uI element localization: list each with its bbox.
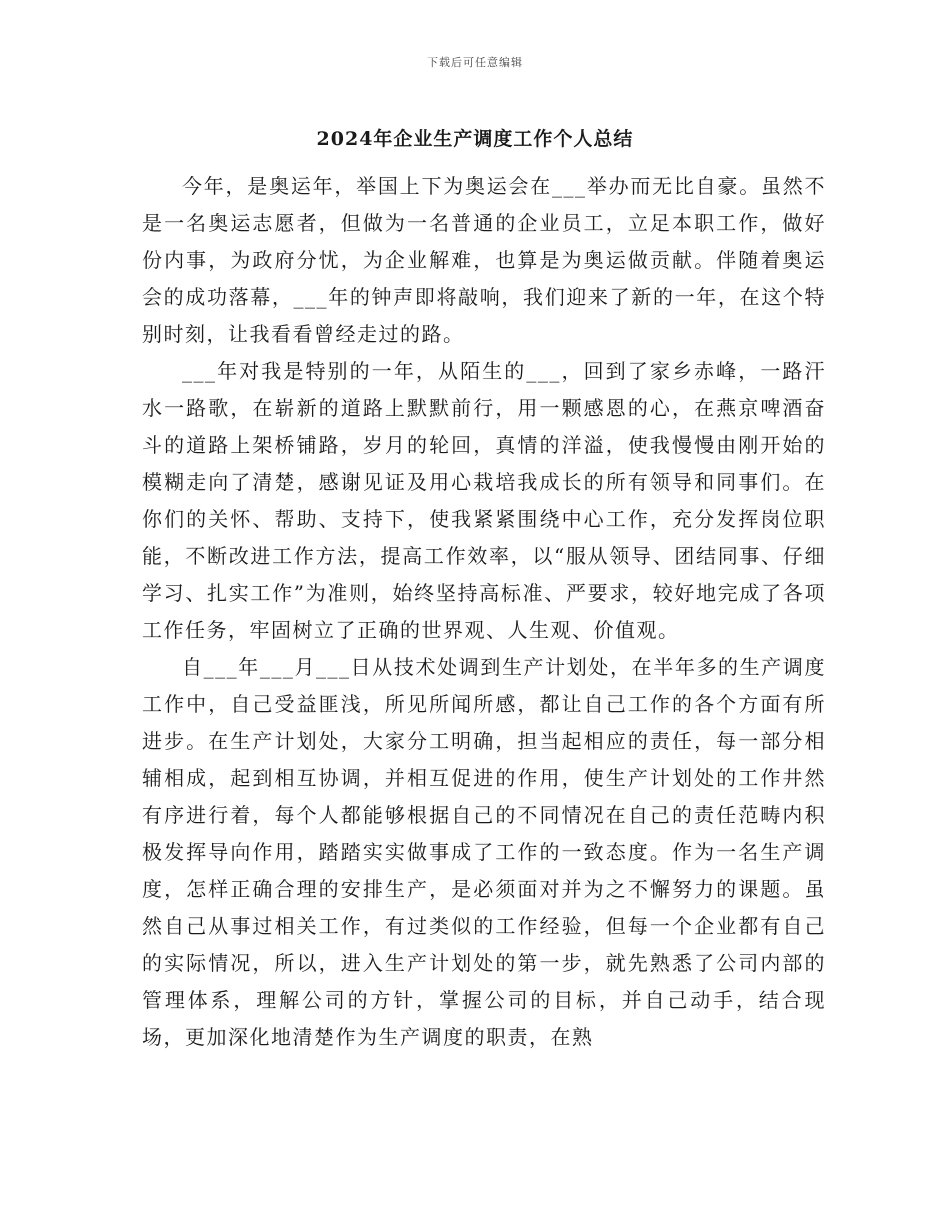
paragraph-2: ___年对我是特别的一年，从陌生的___，回到了家乡赤峰，一路汗水一路歌，在崭新的道路上默默前行，用一颗感恩的心，在燕京啤酒奋斗的道路上架桥铺路，岁月的轮回，真情的洋溢，使我慢慢由刚开始的模糊走向了清楚，感谢见证及用心栽培我成长的所有领导和同事们。在你们的关怀、帮助、支持下，使我紧紧围绕中心工作，充分发挥岗位职能，不断改进工作方法，提高工作效率，以“服从领导、团结同事、仔细学习、扎实工作”为准则，始终坚持高标准、严要求，较好地完成了各项工作任务，牢固树立了正确的世界观、人生观、价值观。 — [142, 359, 826, 642]
paragraph-3: 自___年___月___日从技术处调到生产计划处，在半年多的生产调度工作中，自己受益匪浅，所见所闻所感，都让自己工作的各个方面有所进步。在生产计划处，大家分工明确，担当起相应的责任，每一部分相辅相成，起到相互协调，并相互促进的作用，使生产计划处的工作井然有序进行着，每个人都能够根据自己的不同情况在自己的责任范畴内积极发挥导向作用，踏踏实实做事成了工作的一致态度。作为一名生产调度，怎样正确合理的安排生产，是必须面对并为之不懈努力的课题。虽然自己从事过相关工作，有过类似的工作经验，但每一个企业都有自己的实际情况，所以，进入生产计划处的第一步，就先熟悉了公司内部的管理体系，理解公司的方针，掌握公司的目标，并自己动手，结合现场，更加深化地清楚作为生产调度的职责，在熟 — [142, 655, 826, 1049]
document-title: 2024年企业生产调度工作个人总结 — [316, 128, 634, 150]
paragraph-1: 今年，是奥运年，举国上下为奥运会在___举办而无比自豪。虽然不是一名奥运志愿者，但做为一名普通的企业员工，立足本职工作，做好份内事，为政府分忧，为企业解难，也算是为奥运做贡献。伴随着奥运会的成功落幕，___年的钟声即将敲响，我们迎来了新的一年，在这个特别时刻，让我看看曾经走过的路。 — [142, 174, 826, 346]
page-header-note: 下载后可任意编辑 — [427, 56, 523, 69]
document-body — [142, 168, 826, 1056]
